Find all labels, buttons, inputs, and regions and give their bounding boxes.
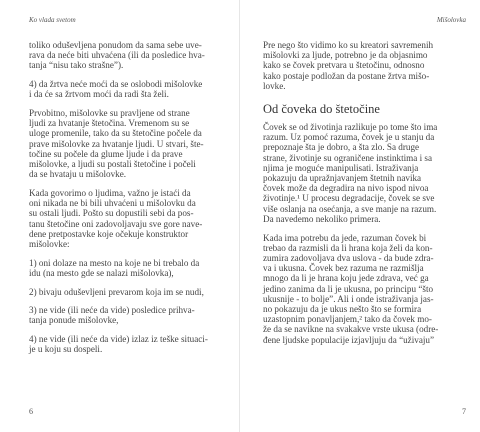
running-header-right: Mišolovka: [436, 16, 466, 24]
text-line: 1) oni dolaze na mesto na koje ne bi trebalo da: [29, 257, 200, 268]
text-line: prepoznaje šta je dobro, a šta zlo. Sa druge: [263, 142, 420, 153]
text-line: lovke.: [263, 80, 286, 91]
left-page-body: [29, 40, 225, 355]
text-line: tanu štetočine oni zadovoljavaju sve gore nave-: [29, 218, 203, 229]
text-line: Pre nego što vidimo ko su kreatori savremenih: [263, 40, 434, 50]
list-item: [29, 287, 225, 297]
text-line: i da će sa žrtvom moći da radi šta želi.: [29, 89, 169, 100]
text-line: kako se čovek pretvara u štetočinu, odnosno: [263, 60, 425, 71]
text-line: tanja ponude mišolovke,: [29, 315, 119, 326]
running-header-left: Ko vlada svetom: [29, 16, 76, 24]
section-heading: Od čoveka do štetočine: [263, 102, 380, 117]
paragraph: [29, 108, 225, 179]
text-line: mišolovke:: [29, 238, 70, 249]
right-page-body: [263, 40, 463, 345]
text-line: razum. Uz pomoć razuma, čovek je u stanju da: [263, 132, 435, 143]
text-line: va i ukusna. Čovek bez razuma ne razmišlja: [263, 263, 424, 274]
text-line: njima je moguće manipulisati. Istraživanja: [263, 162, 419, 173]
paragraph: [29, 40, 225, 71]
text-line: su ostali ljudi. Pošto su dopustili sebi da pos-: [29, 208, 194, 219]
page-number-right: 7: [462, 407, 466, 416]
text-line: dene pretpostavke koje očekuje konstruktor: [29, 228, 189, 239]
text-line: jedino zanima da li je ukusna, po principu “što: [263, 283, 434, 294]
text-line: prave mišolovke za hvatanje ljudi. U stvari, šte-: [29, 138, 204, 149]
list-item: [29, 258, 225, 278]
text-line: ljudi za hvatanje štetočina. Vremenom su se: [29, 118, 190, 129]
text-line: oni nikada ne bi bili uhvaćeni u mišolovku da: [29, 198, 196, 209]
text-line: Da navedemo nekoliko primera.: [263, 213, 381, 224]
text-line: više oslanja na osećanja, a sve manje na razum.: [263, 203, 437, 214]
text-line: kako postaje podložan da postane žrtva mišo-: [263, 70, 430, 81]
list-item: [29, 305, 225, 325]
paragraph: [29, 188, 225, 249]
text-line: Prvobitno, mišolovke su pravljene od strane: [29, 108, 190, 119]
text-line: Čovek se od životinja razlikuje po tome što ima: [263, 122, 438, 133]
text-line: 4) da žrtva neće moći da se oslobodi mišolovke: [29, 79, 203, 90]
text-line: toliko oduševljena ponudom da sama sebe uve-: [29, 40, 202, 50]
text-line: 4) ne vide (ili neće da vide) izlaz iz teške situaci-: [29, 334, 208, 345]
text-line: 3) ne vide (ili neće da vide) posledice prihva-: [29, 305, 195, 316]
text-line: tanja “nisu tako strašne”).: [29, 60, 124, 71]
text-line: no pokazuju da je ukus nešto što se formira: [263, 303, 422, 314]
text-line: Kada govorimo o ljudima, važno je istaći da: [29, 187, 191, 198]
paragraph: [29, 79, 225, 99]
text-line: točine su počele da glume ljude i da prave: [29, 148, 183, 159]
text-line: da se hvataju u mišolovke.: [29, 169, 127, 180]
paragraph: [263, 122, 463, 224]
text-line: Kada ima potrebu da jede, razuman čovek bi: [263, 232, 427, 243]
text-line: trebao da razmisli da li hrana koja želi da kon-: [263, 242, 433, 253]
text-line: mišolovke, a ljudi su postali štetočine i počeli: [29, 159, 196, 170]
text-line: pokazuju da upražnjavanjem štetnih navika: [263, 173, 422, 184]
paragraph: [263, 40, 463, 91]
text-line: strane, životinje su ograničene instinktima i sa: [263, 152, 433, 163]
text-line: je u koju su dospeli.: [29, 344, 103, 355]
list-item: [29, 334, 225, 354]
text-line: đene ljudske populacije izjavljuju da “uživaju”: [263, 334, 435, 345]
text-line: zumira zadovoljava dva uslova - da bude zdra-: [263, 252, 434, 263]
text-line: čovek može da degradira na nivo ispod nivoa: [263, 183, 429, 194]
text-line: uloge promenile, tako da su štetočine počele da: [29, 128, 202, 139]
text-line: životinje.¹ U procesu degradacije, čovek se sve: [263, 193, 435, 204]
page-number-left: 6: [29, 407, 33, 416]
text-line: mišolovki za ljude, potrebno je da objasnimo: [263, 50, 428, 61]
text-line: mnogo da li je hrana koju jede zdrava, već ga: [263, 273, 429, 284]
text-line: uzastopnim ponavljanjem,² tako da čovek mo-: [263, 314, 432, 325]
paragraph: [263, 233, 463, 345]
text-line: 2) bivaju oduševljeni prevarom koja im se nudi,: [29, 286, 204, 297]
text-line: ukusnije - to bolje”. Ali i onde istraživanja jas-: [263, 293, 434, 304]
text-line: rava da neće biti uhvaćena (ili da posledice hva-: [29, 50, 205, 61]
text-line: idu (na mesto gde se nalazi mišolovka),: [29, 267, 174, 278]
text-line: že da se navikne na svakakve vrste ukusa (odre-: [263, 324, 439, 335]
